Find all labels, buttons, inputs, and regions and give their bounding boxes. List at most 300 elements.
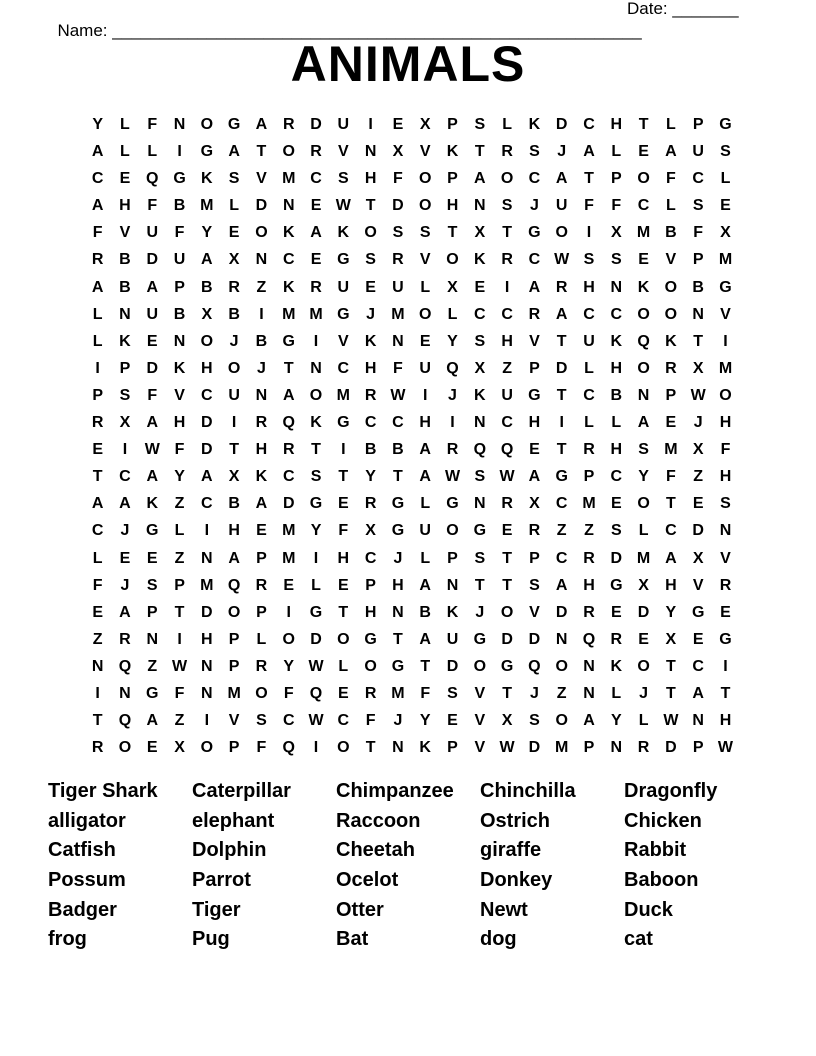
grid-letter: L — [92, 332, 103, 350]
grid-letter: C — [282, 251, 295, 269]
grid-letter: E — [228, 224, 240, 242]
grid-letter: P — [665, 386, 677, 404]
grid-letter: F — [584, 197, 594, 215]
grid-letter: N — [474, 197, 486, 215]
grid-letter: O — [637, 305, 650, 323]
grid-letter: P — [174, 576, 185, 594]
grid-letter: P — [119, 359, 131, 377]
word-list-item: alligator — [48, 809, 126, 832]
grid-letter: T — [420, 657, 431, 675]
grid-letter: P — [146, 603, 158, 621]
grid-letter: F — [147, 116, 158, 133]
grid-letter: E — [638, 630, 649, 648]
grid-letter: I — [177, 143, 182, 161]
grid-letter: M — [200, 576, 214, 594]
grid-letter: L — [584, 359, 594, 377]
grid-letter: P — [692, 116, 704, 133]
grid-letter: M — [391, 305, 405, 323]
grid-letter: G — [309, 495, 323, 513]
grid-letter: O — [446, 251, 459, 269]
word-list-item: Duck — [624, 898, 673, 921]
word-list-item: Pug — [192, 928, 230, 951]
grid-letter: L — [120, 143, 130, 161]
grid-letter: H — [610, 116, 623, 133]
grid-letter: E — [146, 739, 158, 757]
grid-letter: X — [392, 143, 404, 161]
grid-letter: J — [693, 414, 703, 432]
grid-letter: L — [420, 549, 431, 567]
grid-letter: R — [665, 359, 677, 377]
grid-letter: C — [583, 305, 595, 323]
grid-letter: L — [638, 712, 649, 730]
grid-letter: Z — [256, 278, 267, 296]
grid-letter: M — [636, 224, 651, 242]
grid-letter: O — [637, 657, 650, 675]
grid-letter: D — [555, 359, 568, 377]
grid-letter: K — [119, 332, 131, 350]
word-list-item: dog — [480, 928, 517, 951]
grid-letter: N — [173, 116, 186, 133]
grid-letter: H — [610, 441, 623, 459]
grid-letter: L — [611, 684, 622, 702]
grid-letter: A — [91, 278, 104, 296]
grid-letter: C — [501, 414, 513, 432]
grid-letter: S — [310, 468, 322, 486]
grid-letter: I — [723, 657, 728, 675]
grid-letter: X — [365, 522, 376, 540]
name-field-label: Name: ________________________________________________________ — [57, 21, 642, 40]
grid-letter: L — [665, 116, 676, 133]
grid-letter: D — [610, 549, 623, 567]
grid-letter: K — [337, 224, 350, 242]
grid-letter: A — [555, 576, 568, 594]
grid-letter: Y — [92, 116, 103, 133]
grid-letter: A — [228, 143, 240, 161]
page-title: ANIMALS — [290, 36, 526, 92]
grid-letter: U — [446, 630, 459, 648]
grid-letter: Z — [556, 522, 567, 540]
grid-letter: H — [364, 603, 377, 621]
grid-letter: J — [393, 549, 403, 567]
grid-letter: A — [91, 197, 104, 215]
grid-letter: E — [447, 712, 458, 730]
grid-letter: Y — [283, 657, 295, 675]
grid-letter: C — [364, 549, 377, 567]
grid-letter: B — [173, 197, 186, 215]
grid-letter: Q — [637, 332, 650, 350]
grid-letter: I — [204, 712, 210, 730]
grid-letter: U — [337, 278, 350, 296]
grid-letter: T — [393, 630, 403, 648]
word-list-item: Otter — [336, 898, 384, 921]
grid-letter: E — [337, 684, 349, 702]
grid-letter: U — [419, 522, 431, 540]
grid-letter: K — [610, 332, 623, 350]
grid-letter: T — [693, 332, 704, 350]
grid-letter: C — [692, 170, 704, 188]
grid-letter: G — [719, 278, 732, 296]
grid-letter: T — [502, 224, 512, 242]
grid-letter: T — [502, 576, 512, 594]
grid-letter: R — [364, 386, 377, 404]
grid-letter: P — [447, 116, 458, 133]
grid-letter: A — [310, 224, 322, 242]
grid-letter: P — [228, 630, 240, 648]
grid-letter: C — [310, 170, 322, 188]
grid-letter: K — [310, 414, 322, 432]
grid-letter: U — [337, 116, 350, 133]
grid-letter: S — [146, 576, 158, 594]
grid-letter: O — [118, 739, 132, 757]
grid-letter: M — [391, 684, 405, 702]
grid-letter: U — [692, 143, 704, 161]
grid-letter: E — [146, 332, 158, 350]
grid-letter: Q — [473, 441, 487, 459]
word-list-item: Rabbit — [624, 839, 687, 862]
grid-letter: T — [556, 386, 567, 404]
grid-letter: R — [91, 739, 104, 757]
word-list-item: Dolphin — [192, 839, 267, 862]
grid-letter: G — [719, 116, 732, 133]
grid-letter: J — [448, 386, 457, 404]
grid-letter: X — [529, 495, 540, 513]
grid-letter: L — [420, 278, 431, 296]
grid-letter: J — [529, 197, 539, 215]
grid-letter: Z — [556, 684, 567, 702]
grid-letter: P — [692, 739, 704, 757]
grid-letter: I — [422, 386, 428, 404]
grid-letter: F — [665, 170, 676, 188]
grid-letter: N — [637, 386, 650, 404]
word-list-item: Chinchilla — [480, 780, 576, 802]
grid-letter: O — [637, 359, 650, 377]
word-list-item: Badger — [48, 898, 117, 921]
grid-letter: O — [555, 712, 568, 730]
grid-letter: L — [638, 522, 649, 540]
word-list-item: Raccoon — [336, 809, 421, 832]
word-list-item: Dragonfly — [624, 780, 718, 802]
grid-letter: R — [637, 739, 650, 757]
grid-letter: A — [419, 576, 431, 594]
grid-letter: S — [529, 712, 540, 730]
grid-letter: K — [282, 278, 295, 296]
grid-letter: G — [528, 224, 541, 242]
grid-letter: I — [313, 332, 319, 350]
grid-letter: C — [665, 522, 677, 540]
grid-letter: V — [419, 251, 431, 269]
grid-letter: X — [501, 712, 513, 730]
grid-letter: U — [392, 278, 404, 296]
grid-letter: F — [147, 386, 158, 404]
grid-letter: O — [418, 305, 432, 323]
grid-letter: A — [282, 386, 295, 404]
grid-letter: U — [583, 332, 595, 350]
grid-letter: P — [256, 603, 267, 621]
grid-letter: H — [528, 414, 541, 432]
grid-letter: R — [255, 576, 268, 594]
grid-letter: Q — [227, 576, 241, 594]
grid-letter: O — [500, 170, 514, 188]
grid-letter: O — [282, 143, 295, 161]
grid-letter: T — [665, 657, 676, 675]
word-list-item: Cheetah — [336, 839, 415, 862]
letter-grid — [84, 111, 739, 761]
grid-letter: T — [720, 684, 731, 702]
grid-letter: M — [282, 170, 296, 188]
grid-letter: I — [177, 630, 182, 648]
grid-letter: F — [92, 224, 103, 242]
grid-letter: B — [610, 386, 623, 404]
grid-letter: P — [583, 739, 595, 757]
grid-letter: D — [201, 441, 213, 459]
grid-letter: S — [720, 143, 731, 161]
grid-letter: H — [173, 414, 186, 432]
grid-letter: R — [501, 495, 513, 513]
grid-letter: F — [611, 197, 622, 215]
grid-letter: C — [637, 197, 650, 215]
grid-letter: N — [310, 359, 322, 377]
grid-letter: N — [610, 739, 623, 757]
grid-letter: R — [364, 684, 377, 702]
grid-letter: Q — [446, 359, 459, 377]
grid-letter: T — [393, 468, 403, 486]
grid-letter: F — [720, 441, 731, 459]
grid-letter: P — [228, 739, 240, 757]
grid-letter: Z — [174, 712, 185, 730]
grid-letter: D — [146, 359, 159, 377]
grid-letter: F — [174, 441, 185, 459]
grid-letter: P — [610, 170, 622, 188]
grid-letter: N — [692, 712, 704, 730]
word-list-item: Newt — [480, 898, 528, 921]
grid-letter: A — [583, 712, 595, 730]
grid-letter: G — [173, 170, 186, 188]
grid-letter: G — [391, 522, 405, 540]
grid-letter: O — [555, 657, 568, 675]
grid-letter: E — [474, 278, 486, 296]
grid-letter: B — [692, 278, 704, 296]
grid-letter: K — [637, 278, 650, 296]
grid-letter: V — [337, 332, 349, 350]
grid-letter: G — [391, 657, 405, 675]
grid-letter: O — [418, 170, 432, 188]
grid-letter: R — [501, 251, 513, 269]
grid-letter: I — [586, 224, 592, 242]
word-list-item: Bat — [336, 928, 369, 951]
grid-letter: G — [364, 630, 377, 648]
grid-letter: H — [392, 576, 404, 594]
grid-letter: C — [201, 386, 213, 404]
grid-letter: E — [610, 603, 622, 621]
grid-letter: U — [173, 251, 186, 269]
grid-letter: E — [638, 143, 649, 161]
grid-letter: I — [559, 414, 564, 432]
grid-letter: N — [119, 684, 131, 702]
grid-letter: O — [255, 684, 268, 702]
grid-letter: T — [665, 495, 676, 513]
grid-letter: K — [173, 359, 186, 377]
grid-letter: L — [311, 576, 321, 594]
grid-letter: W — [390, 386, 406, 404]
grid-letter: S — [256, 712, 267, 730]
grid-letter: Q — [528, 657, 541, 675]
grid-letter: P — [228, 657, 240, 675]
grid-letter: T — [174, 603, 185, 621]
grid-letter: S — [610, 251, 622, 269]
grid-letter: R — [282, 441, 295, 459]
grid-letter: O — [227, 603, 241, 621]
grid-letter: E — [337, 576, 349, 594]
grid-letter: C — [282, 712, 295, 730]
grid-letter: L — [611, 143, 622, 161]
grid-letter: N — [446, 576, 459, 594]
grid-letter: V — [174, 386, 185, 404]
grid-letter: G — [146, 684, 159, 702]
grid-letter: E — [119, 170, 131, 188]
grid-letter: C — [91, 522, 104, 540]
grid-letter: Y — [419, 712, 431, 730]
grid-letter: S — [501, 197, 513, 215]
grid-letter: X — [228, 468, 240, 486]
grid-letter: L — [120, 116, 130, 133]
grid-letter: N — [474, 414, 486, 432]
grid-letter: U — [555, 197, 568, 215]
grid-letter: K — [446, 603, 459, 621]
grid-letter: O — [637, 170, 650, 188]
grid-letter: O — [200, 332, 214, 350]
grid-letter: N — [364, 143, 377, 161]
grid-letter: N — [201, 657, 213, 675]
grid-letter: S — [119, 386, 131, 404]
grid-letter: L — [665, 197, 676, 215]
grid-letter: G — [446, 495, 459, 513]
grid-letter: S — [474, 549, 486, 567]
grid-letter: L — [174, 522, 185, 540]
grid-letter: Q — [146, 170, 159, 188]
grid-letter: I — [313, 549, 319, 567]
grid-letter: T — [92, 712, 103, 730]
grid-letter: G — [200, 143, 214, 161]
grid-letter: V — [228, 712, 240, 730]
grid-letter: P — [447, 170, 458, 188]
grid-letter: O — [664, 278, 678, 296]
grid-letter: H — [119, 197, 131, 215]
grid-letter: C — [501, 305, 513, 323]
grid-letter: V — [529, 603, 540, 621]
grid-letter: T — [338, 468, 349, 486]
word-list — [48, 777, 768, 955]
grid-letter: P — [256, 549, 267, 567]
grid-letter: J — [366, 305, 376, 323]
word-list-item: Baboon — [624, 869, 699, 892]
grid-letter: A — [419, 441, 431, 459]
grid-letter: O — [255, 224, 268, 242]
word-list-item: Donkey — [480, 869, 553, 892]
grid-letter: T — [311, 441, 321, 459]
grid-letter: L — [720, 170, 731, 188]
grid-letter: P — [365, 576, 376, 594]
grid-letter: O — [227, 359, 241, 377]
grid-letter: T — [584, 170, 594, 188]
grid-letter: F — [92, 576, 103, 594]
grid-letter: O — [337, 630, 350, 648]
grid-letter: J — [120, 576, 130, 594]
grid-letter: N — [610, 278, 623, 296]
grid-letter: N — [173, 332, 186, 350]
grid-letter: B — [119, 278, 131, 296]
grid-letter: I — [204, 522, 210, 540]
grid-letter: P — [447, 739, 458, 757]
grid-letter: C — [610, 305, 623, 323]
grid-letter: S — [419, 224, 431, 242]
grid-letter: H — [364, 359, 377, 377]
grid-letter: K — [474, 386, 486, 404]
grid-letter: A — [228, 549, 240, 567]
grid-letter: G — [528, 386, 541, 404]
grid-letter: G — [309, 603, 323, 621]
grid-letter: J — [639, 684, 649, 702]
grid-letter: G — [337, 305, 350, 323]
grid-letter: G — [391, 495, 405, 513]
grid-letter: D — [637, 603, 650, 621]
grid-letter: J — [229, 332, 239, 350]
grid-letter: L — [584, 414, 594, 432]
grid-letter: C — [555, 495, 568, 513]
word-list-item: cat — [624, 928, 653, 951]
grid-letter: B — [201, 278, 213, 296]
grid-letter: D — [255, 197, 268, 215]
grid-letter: V — [692, 576, 704, 594]
grid-letter: E — [720, 197, 731, 215]
grid-letter: B — [392, 441, 404, 459]
grid-letter: R — [583, 441, 595, 459]
grid-letter: T — [556, 332, 567, 350]
grid-letter: N — [583, 684, 595, 702]
word-list-item: Chicken — [624, 809, 702, 832]
grid-letter: A — [665, 143, 677, 161]
grid-letter: E — [720, 603, 731, 621]
grid-letter: F — [393, 359, 403, 377]
grid-letter: N — [146, 630, 159, 648]
grid-letter: F — [665, 468, 676, 486]
grid-letter: R — [719, 576, 732, 594]
grid-letter: P — [529, 359, 540, 377]
grid-letter: F — [147, 197, 158, 215]
word-list-item: Caterpillar — [192, 780, 291, 802]
grid-letter: E — [610, 495, 622, 513]
grid-letter: T — [502, 684, 512, 702]
grid-letter: N — [719, 522, 732, 540]
grid-letter: S — [529, 576, 540, 594]
grid-letter: Q — [118, 712, 132, 730]
grid-letter: J — [475, 603, 485, 621]
grid-letter: G — [337, 251, 350, 269]
grid-letter: V — [474, 739, 486, 757]
grid-letter: W — [171, 657, 188, 675]
grid-letter: R — [255, 414, 268, 432]
grid-letter: T — [229, 441, 240, 459]
grid-letter: J — [120, 522, 130, 540]
grid-letter: Q — [118, 657, 132, 675]
grid-letter: W — [444, 468, 461, 486]
grid-letter: M — [582, 495, 596, 513]
grid-letter: M — [227, 684, 241, 702]
grid-letter: A — [583, 143, 595, 161]
grid-letter: S — [720, 495, 731, 513]
grid-letter: X — [692, 441, 704, 459]
grid-letter: W — [144, 441, 160, 459]
word-list-item: Tiger Shark — [48, 780, 158, 802]
